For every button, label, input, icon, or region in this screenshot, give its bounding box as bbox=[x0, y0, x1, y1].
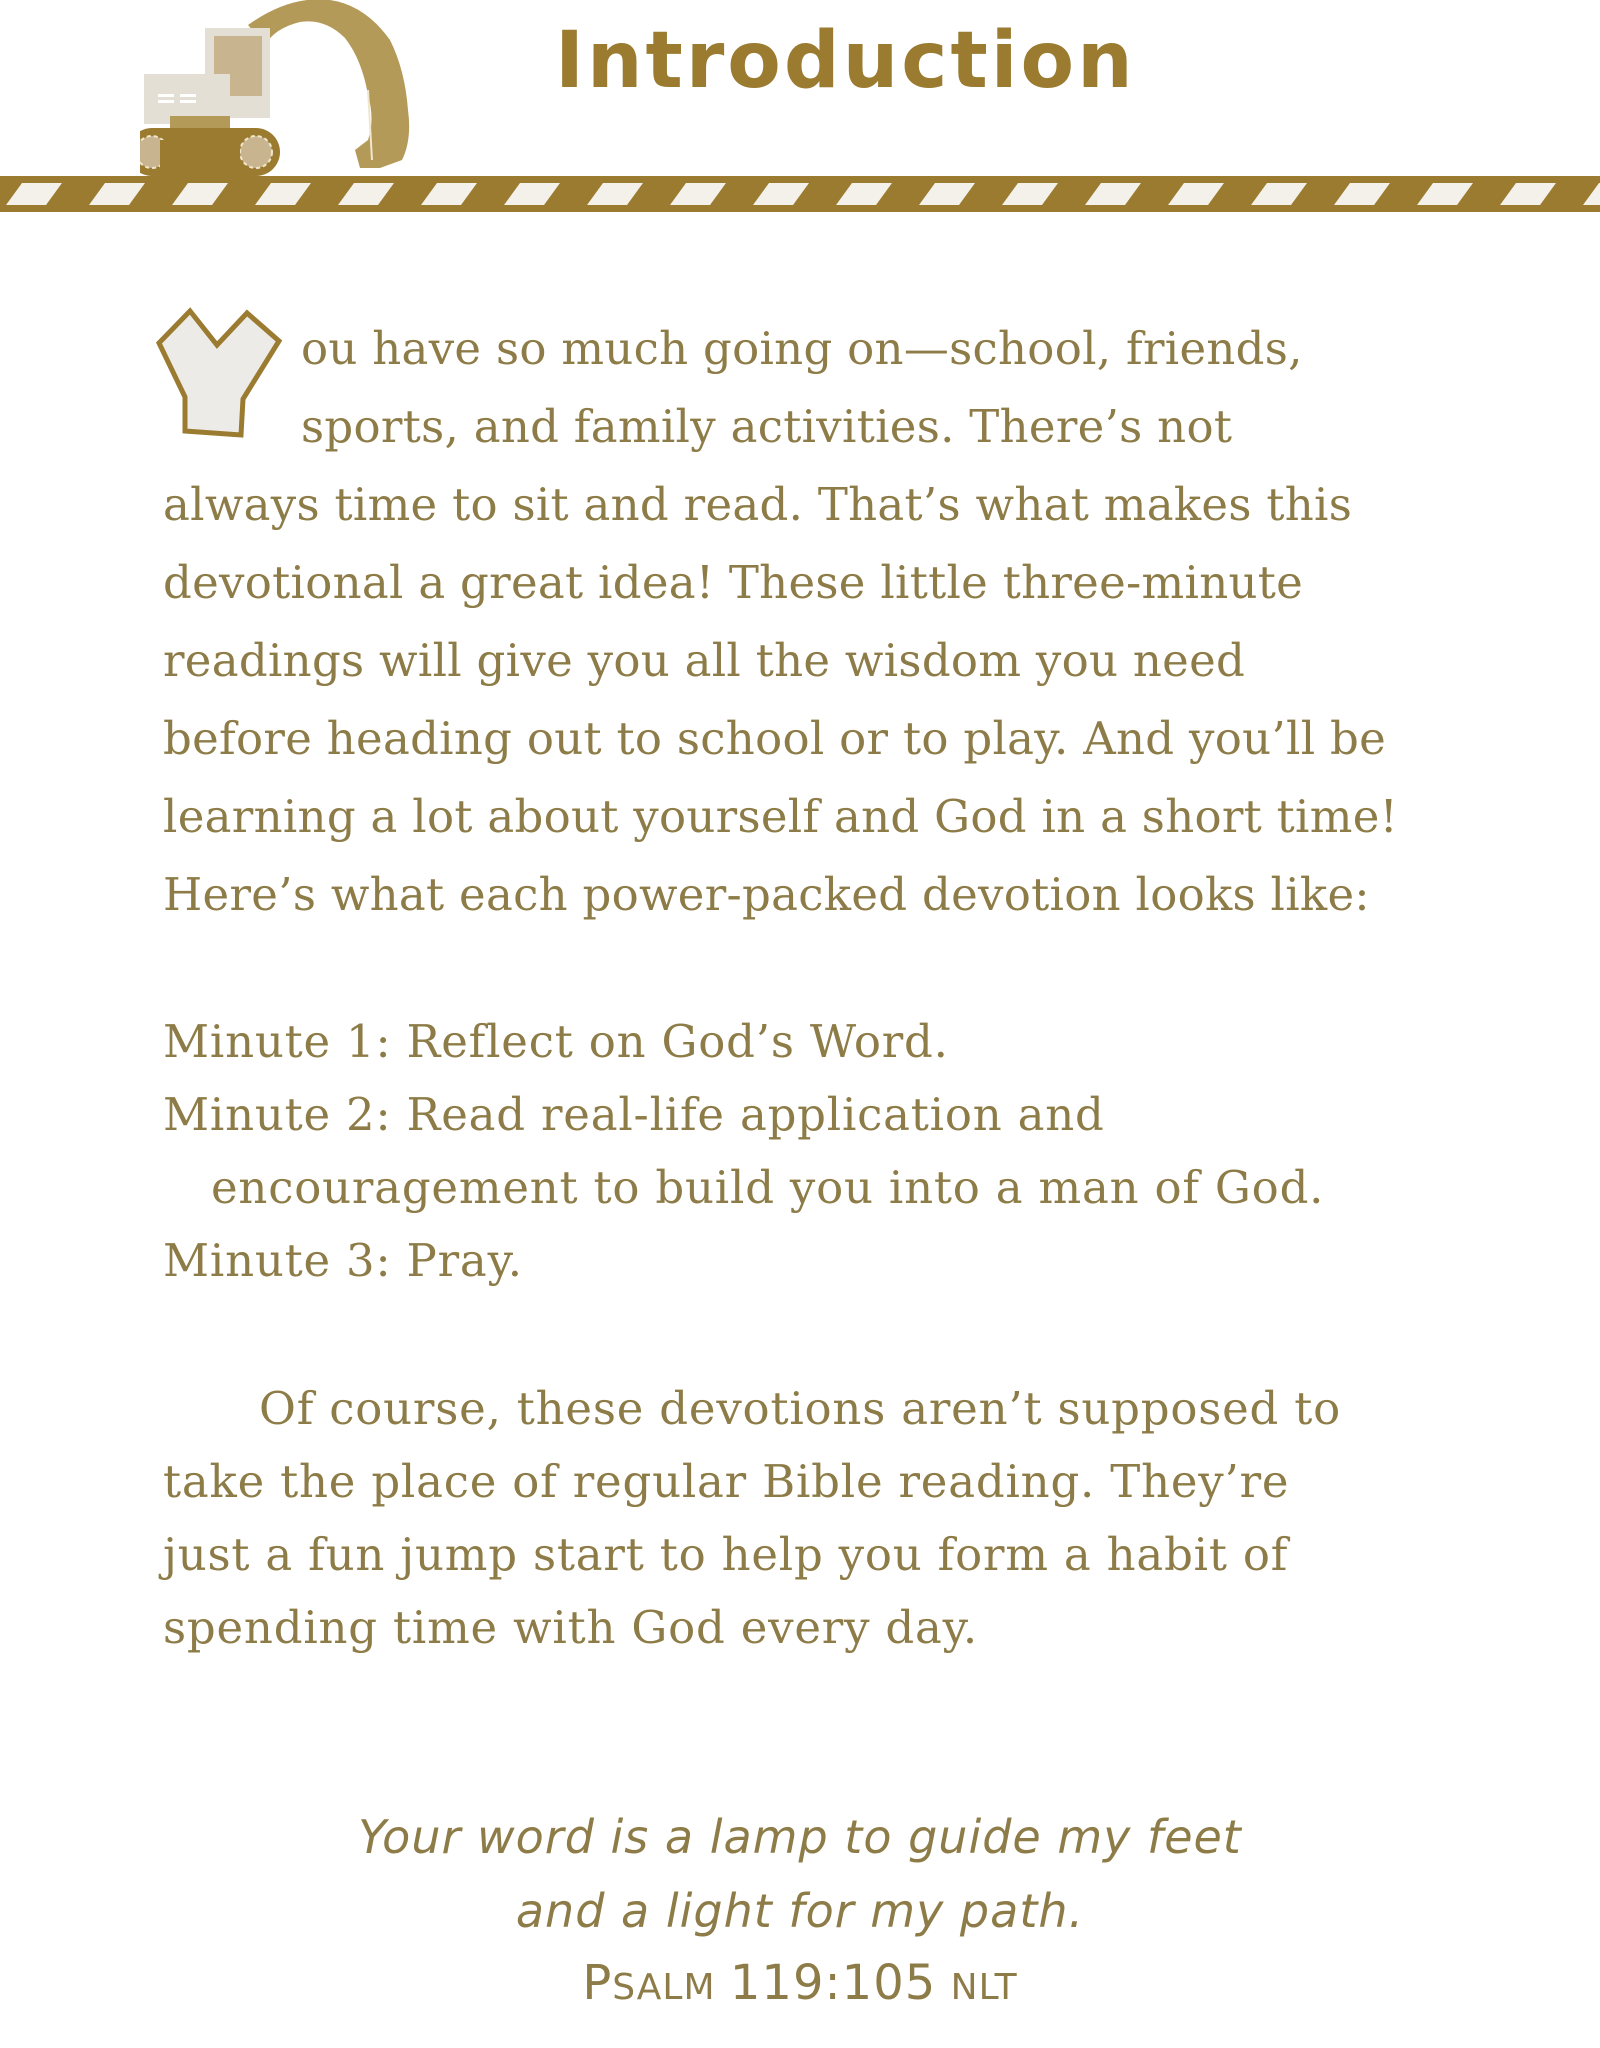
verse-line-2: and a light for my path. bbox=[515, 1884, 1085, 1938]
intro-line: Here’s what each power-packed devotion looks like: bbox=[163, 868, 1370, 921]
minute-3-item: Minute 3: Pray. bbox=[163, 1234, 523, 1287]
ref-initial: P bbox=[582, 1955, 613, 2011]
minute-1-item: Minute 1: Reflect on God’s Word. bbox=[163, 1015, 949, 1068]
closing-line: Of course, these devotions aren’t supposed to bbox=[259, 1382, 1342, 1435]
page-header bbox=[0, 0, 1600, 215]
ref-book: SALM bbox=[612, 1967, 716, 2008]
ref-translation: NLT bbox=[950, 1967, 1018, 2008]
verse-line-1: Your word is a lamp to guide my feet bbox=[358, 1810, 1242, 1864]
minute-2-continuation: encouragement to build you into a man of God. bbox=[211, 1161, 1325, 1214]
closing-paragraph bbox=[163, 1372, 1341, 1664]
scripture-quote bbox=[0, 1800, 1600, 2023]
intro-line: always time to sit and read. That’s what makes this bbox=[163, 478, 1353, 531]
ref-chapter-verse: 119:105 bbox=[729, 1955, 937, 2011]
closing-line: just a fun jump start to help you form a habit of bbox=[163, 1528, 1289, 1581]
intro-line: ou have so much going on—school, friends, bbox=[301, 322, 1303, 375]
closing-line: spending time with God every day. bbox=[163, 1601, 979, 1654]
hazard-stripe-divider bbox=[0, 176, 1600, 212]
page-title: Introduction bbox=[555, 16, 1136, 106]
intro-line: sports, and family activities. There’s not bbox=[301, 400, 1233, 453]
intro-paragraph bbox=[163, 310, 1463, 934]
intro-line: devotional a great idea! These little three-minute bbox=[163, 556, 1304, 609]
minutes-list bbox=[163, 1005, 1324, 1297]
excavator-icon bbox=[140, 0, 490, 180]
verse-reference bbox=[0, 1948, 1600, 2023]
closing-line: take the place of regular Bible reading. They’re bbox=[163, 1455, 1290, 1508]
intro-line: learning a lot about yourself and God in a short time! bbox=[163, 790, 1399, 843]
intro-line: before heading out to school or to play. And you’ll be bbox=[163, 712, 1387, 765]
intro-line: readings will give you all the wisdom you need bbox=[163, 634, 1246, 687]
minute-2-item: Minute 2: Read real-life application and bbox=[163, 1088, 1105, 1141]
